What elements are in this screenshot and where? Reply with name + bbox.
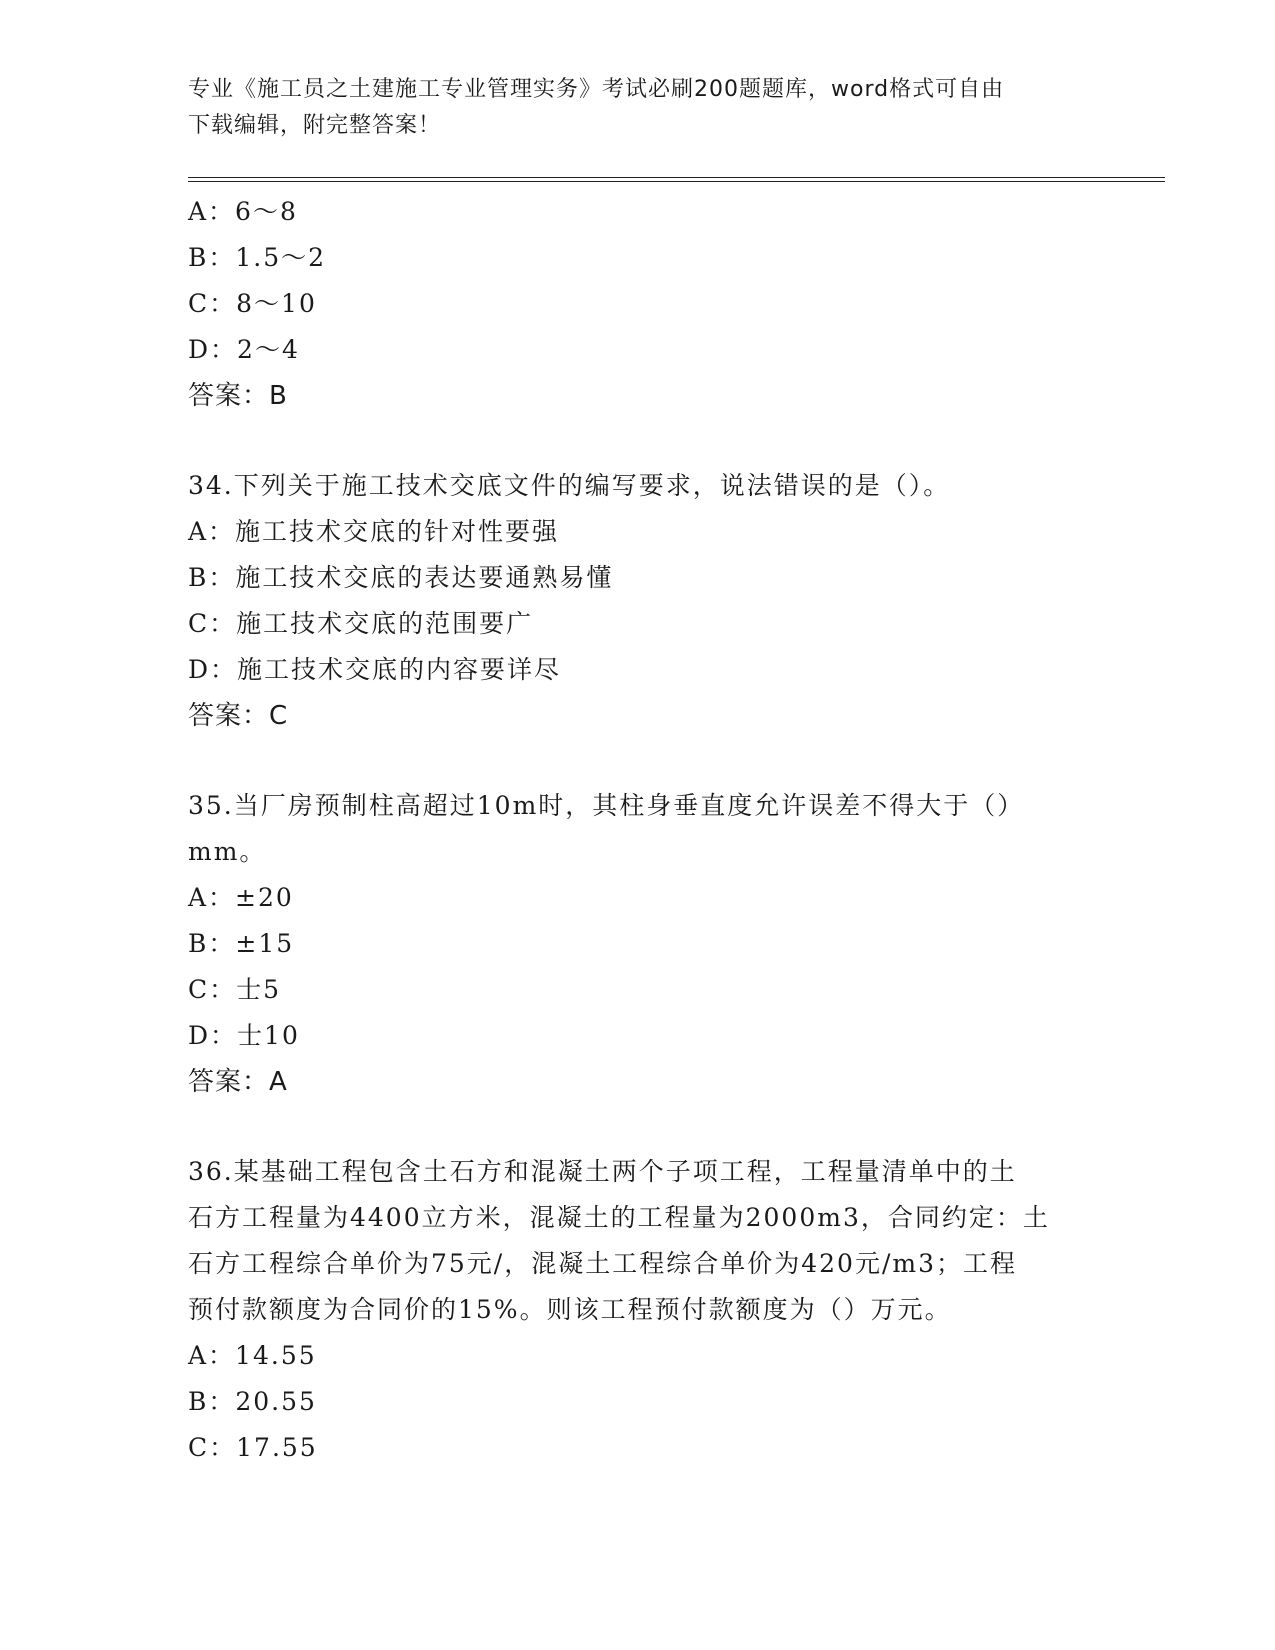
- option-d: D：2～4: [188, 335, 300, 364]
- option-b: B：1.5～2: [188, 243, 327, 272]
- option-a: A：±20: [188, 883, 294, 912]
- document-body: [188, 189, 1088, 1471]
- option-d: D：施工技术交底的内容要详尽: [188, 655, 562, 684]
- header-title-line-1: 专业《施工员之土建施工专业管理实务》考试必刷200题题库，word格式可自由: [188, 77, 1005, 102]
- spacer: [188, 1105, 1088, 1149]
- option-a: A：施工技术交底的针对性要强: [188, 517, 560, 546]
- option-a: A：14.55: [188, 1341, 317, 1370]
- question-33-block: [188, 189, 1088, 419]
- question-text-line-3: 石方工程综合单价为75元/，混凝土工程综合单价为420元/m3；工程: [188, 1249, 1017, 1278]
- option-b: B：±15: [188, 929, 295, 958]
- option-c: C：17.55: [188, 1433, 318, 1462]
- answer-label: 答案：B: [188, 381, 288, 411]
- header-divider-bottom: [188, 181, 1165, 182]
- option-b: B：施工技术交底的表达要通熟易懂: [188, 563, 614, 592]
- question-35-block: [188, 783, 1088, 1105]
- spacer: [188, 419, 1088, 463]
- header-title-line-2: 下载编辑，附完整答案！: [188, 113, 442, 138]
- answer-label: 答案：A: [188, 1067, 288, 1097]
- question-34-block: [188, 463, 1088, 739]
- question-text-line-1: 36.某基础工程包含土石方和混凝土两个子项工程，工程量清单中的土: [188, 1157, 1017, 1186]
- question-text-line-1: 35.当厂房预制柱高超过10m时，其柱身垂直度允许误差不得大于（）: [188, 791, 1025, 820]
- question-text-line-4: 预付款额度为合同价的15%。则该工程预付款额度为（）万元。: [188, 1295, 952, 1324]
- question-36-block: [188, 1149, 1088, 1471]
- option-c: C：士5: [188, 975, 282, 1004]
- option-c: C：施工技术交底的范围要广: [188, 609, 534, 638]
- answer-label: 答案：C: [188, 701, 289, 731]
- header-divider-top: [188, 177, 1165, 178]
- question-text-line-2: mm。: [188, 837, 267, 866]
- question-text: 34.下列关于施工技术交底文件的编写要求，说法错误的是（）。: [188, 471, 951, 500]
- spacer: [188, 739, 1088, 783]
- document-header: [188, 72, 1088, 144]
- option-d: D：士10: [188, 1021, 300, 1050]
- option-c: C：8～10: [188, 289, 317, 318]
- option-b: B：20.55: [188, 1387, 317, 1416]
- option-a: A：6～8: [188, 197, 298, 226]
- question-text-line-2: 石方工程量为4400立方米，混凝土的工程量为2000m3，合同约定：土: [188, 1203, 1050, 1232]
